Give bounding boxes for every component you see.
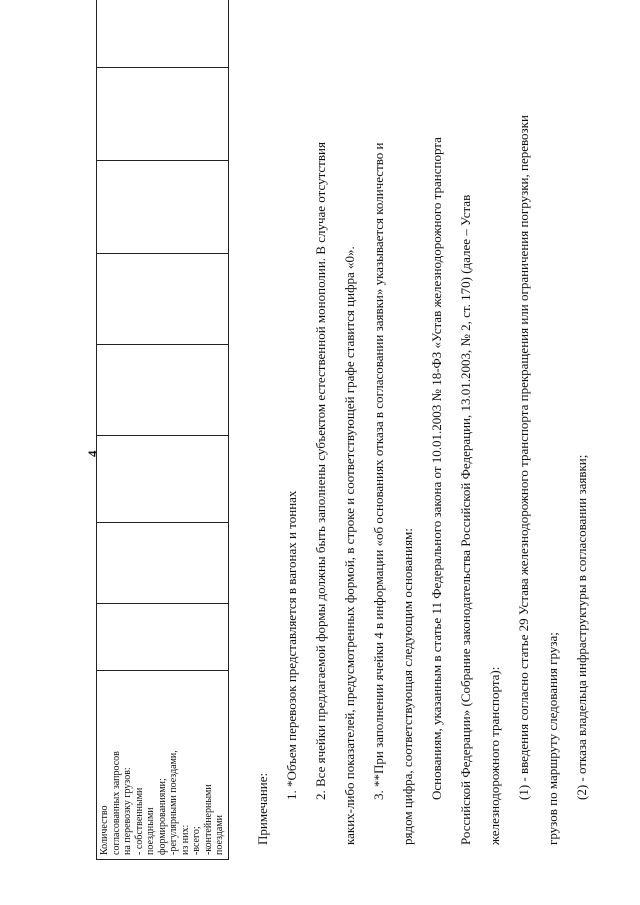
header-line: -всего; <box>191 826 202 855</box>
header-line: -контейнерными <box>202 784 214 855</box>
table-cell <box>97 345 229 436</box>
note-line: железнодорожного транспорта): <box>487 666 502 845</box>
note-line: 2. Все ячейки предлагаемой формы должны быть заполнены субъектом естественной монополии. В случае отсутствия <box>313 142 328 800</box>
header-line: из них: <box>179 824 191 855</box>
note-line: каких-либо показателей, предусмотренных формой, в строке и соответствующей графе ставится цифра «0». <box>342 246 357 845</box>
note-line: рядом цифра, соответствующая следующим основаниям: <box>400 528 415 845</box>
notes-title: Примечание: <box>255 772 270 845</box>
header-line: формированиями; <box>156 778 168 855</box>
note-line: грузов по маршруту следования груза; <box>545 632 560 845</box>
form-table <box>96 0 229 860</box>
header-line: поездами <box>214 814 225 855</box>
table-cell <box>97 436 229 523</box>
header-line: - собственными <box>133 787 145 855</box>
table-cell <box>97 161 229 254</box>
table-row <box>97 0 229 860</box>
table-cell <box>97 523 229 604</box>
table-header-cell <box>97 671 229 860</box>
table-cell <box>97 254 229 345</box>
header-line: поездными <box>145 807 156 855</box>
note-line: 3. **При заполнении ячейки 4 в информации «об основаниях отказа в согласовании заявки» указывается количество и <box>371 142 386 800</box>
header-line: -регулярными поездами, <box>168 750 179 855</box>
note-line: Основаниям, указанным в статье 11 Федерального закона от 10.01.2003 № 18-ФЗ «Устав железнодорожного транспорта <box>429 137 444 800</box>
page-number: 4 <box>85 450 100 457</box>
table-cell <box>97 68 229 161</box>
note-line: 1. *Объем перевозок представляется в вагонах и тоннах <box>284 490 299 800</box>
notes-section <box>248 45 596 845</box>
note-line: (2) - отказа владельца инфраструктуры в согласовании заявки; <box>574 454 589 800</box>
header-line: Количество <box>99 805 110 855</box>
note-line: (1) - введения согласно статье 29 Устава железнодорожного транспорта прекращения или ограничения погрузки, перевозки <box>516 115 531 800</box>
table-cell <box>97 0 229 68</box>
table-cell <box>97 604 229 671</box>
header-line: на перевозку грузов: <box>122 767 133 855</box>
note-line: Российской Федерации» (Собрание законодательства Российской Федерации, 13.01.2003, № 2, ст. 170) (далее – Устав <box>458 194 473 845</box>
header-line: согласованных запросов <box>110 751 122 855</box>
